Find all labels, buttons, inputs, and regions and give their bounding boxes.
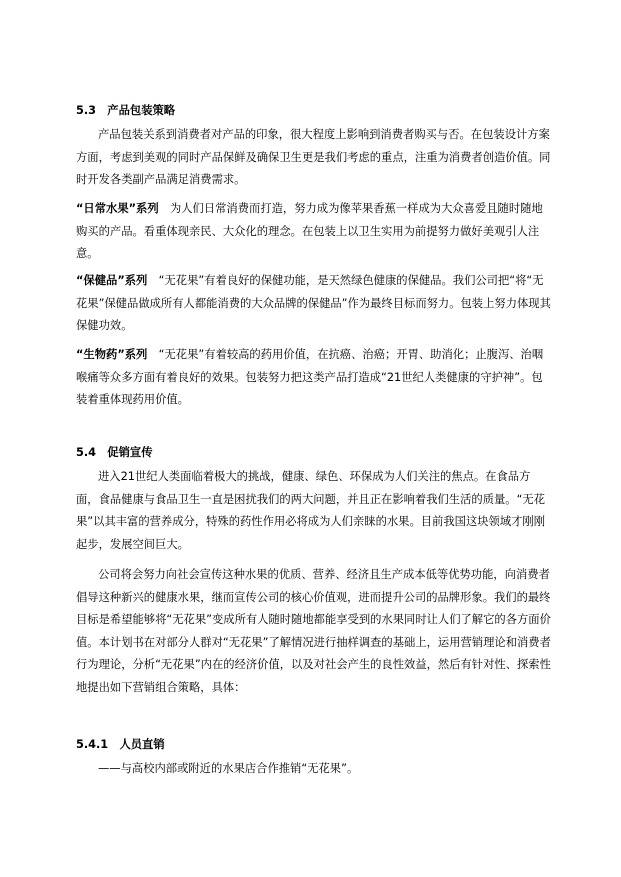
health-product-series-paragraph — [76, 270, 552, 338]
promotion-paragraph-2: 公司将会努力向社会宣传这种水果的优质、营养、经济且生产成本低等优势功能，向消费者倡导这种新兴的健康水果，继而宣传公司的核心价值观，进而提升公司的品牌形象。我们的最终目标是希望能够将“无花果”变成所有人随时随地都能享受到的水果同时让人们了解它的各方面价值。本计划书在对部分人群对“无花果”了解情况进行抽样调查的基础上，运用营销理论和消费者行为理论，分析“无花果”内在的经济价值，以及对社会产生的良性效益，然后有针对性、探索性地提出如下营销组合策略，具体： — [76, 568, 551, 694]
biomedicine-series-paragraph — [76, 344, 552, 412]
direct-sales-paragraph: ——与高校内部或附近的水果店合作推销“无花果”。 — [98, 762, 359, 775]
biomedicine-series-label: “生物药”系列 — [76, 348, 148, 361]
health-product-series-label: “保健品”系列 — [76, 274, 148, 287]
section-heading-5-4: 5.4 促销宣传 — [76, 446, 153, 459]
promotion-paragraph-1: 进入21世纪人类面临着极大的挑战，健康、绿色、环保成为人们关注的焦点。在食品方面，食品健康与食品卫生一直是困扰我们的两大问题，并且正在影响着我们生活的质量。“无花果”以其丰富的营养成分，特殊的药性作用必将成为人们亲睐的水果。目前我国这块领域才刚刚起步，发展空间巨大。 — [76, 470, 546, 551]
biomedicine-series-text: “无花果”有着较高的药用价值，在抗癌、治癌；开胃、助消化；止腹泻、治咽喉痛等众多方面有着良好的效果。包装努力把这类产品打造成“21世纪人类健康的守护神”。包装着重体现药用价值。 — [76, 348, 544, 407]
section-heading-5-4-1: 5.4.1 人员直销 — [76, 738, 165, 751]
daily-fruit-series-text: 为人们日常消费而打造，努力成为像苹果香蕉一样成为大众喜爱且随时随地购买的产品。看重体现亲民、大众化的理念。在包装上以卫生实用为前提努力做好美观引人注意。 — [76, 202, 543, 261]
daily-fruit-series-label: “日常水果”系列 — [76, 202, 159, 215]
packaging-intro-paragraph: 产品包装关系到消费者对产品的印象，很大程度上影响到消费者购买与否。在包装设计方案方面，考虑到美观的同时产品保鲜及确保卫生更是我们考虑的重点，注重为消费者创造价值。同时开发各类副产品满足消费需求。 — [76, 128, 551, 187]
section-heading-5-3: 5.3 产品包装策略 — [76, 104, 176, 117]
health-product-series-text: “无花果”有着良好的保健功能，是天然绿色健康的保健品。我们公司把“将“无花果”保健品做成所有人都能消费的大众品牌的保健品”作为最终目标而努力。包装上努力体现其保健功效。 — [76, 274, 551, 333]
daily-fruit-series-paragraph — [76, 198, 552, 266]
